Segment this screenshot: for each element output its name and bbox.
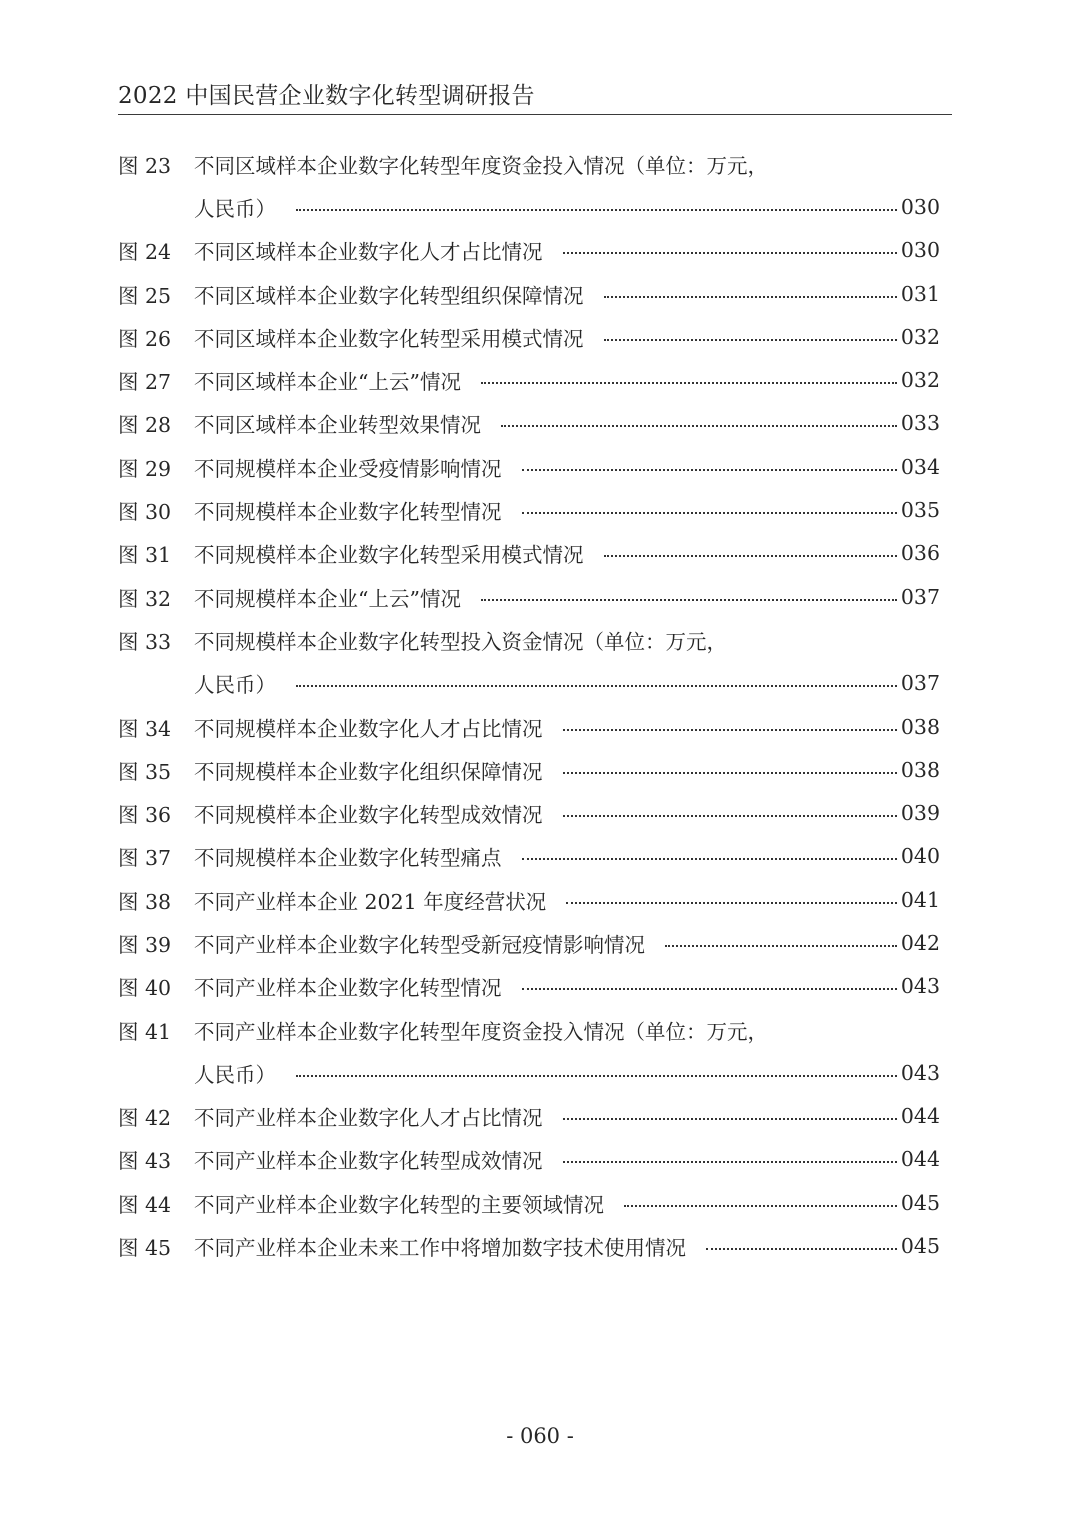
toc-entry (118, 402, 940, 445)
toc-entry (118, 1095, 940, 1138)
page-reference: 045 (900, 1234, 940, 1259)
figure-label: 图 37 (118, 846, 172, 871)
page-reference: 040 (900, 844, 940, 869)
toc-entry-row (118, 445, 940, 488)
toc-entry-row (118, 791, 940, 834)
toc-entry-row (118, 272, 940, 315)
figure-label: 图 43 (118, 1149, 172, 1174)
toc-entry-row (118, 965, 940, 1008)
toc-entry-row (118, 229, 940, 272)
figure-label: 图 35 (118, 759, 172, 784)
toc-entry-row (118, 488, 940, 531)
toc-entry-row (118, 575, 940, 618)
toc-entry-row (118, 1138, 940, 1181)
toc-entry-row (118, 1224, 940, 1267)
dot-leader (501, 425, 897, 427)
page-reference: 031 (900, 281, 940, 306)
figure-title: 不同产业样本企业数字化转型情况 (194, 976, 502, 1001)
figure-title: 不同规模样本企业数字化转型采用模式情况 (194, 543, 584, 568)
dot-leader (481, 382, 897, 384)
toc-entry (118, 965, 940, 1008)
toc-entry (118, 142, 940, 229)
figure-label: 图 41 (118, 1019, 172, 1044)
toc-entry (118, 1224, 940, 1267)
figure-title: 不同规模样本企业数字化转型情况 (194, 500, 502, 525)
figure-label: 图 24 (118, 240, 172, 265)
toc-entry (118, 878, 940, 921)
figure-title: 不同规模样本企业受疫情影响情况 (194, 456, 502, 481)
dot-leader (604, 555, 897, 557)
running-header (118, 78, 952, 115)
page-number: - 060 - (506, 1424, 574, 1448)
page-reference: 036 (900, 541, 940, 566)
page-reference: 038 (900, 757, 940, 782)
dot-leader (296, 685, 897, 687)
page-reference: 032 (900, 324, 940, 349)
dot-leader (706, 1248, 897, 1250)
toc-entry-row (118, 748, 940, 791)
dot-leader (563, 815, 897, 817)
figure-title-continuation: 人民币） (194, 1062, 276, 1087)
page-reference: 044 (900, 1147, 940, 1172)
page-reference: 034 (900, 454, 940, 479)
toc-entry-row (118, 878, 940, 921)
figure-label: 图 36 (118, 803, 172, 828)
toc-entry (118, 445, 940, 488)
figure-title-continuation: 人民币） (194, 196, 276, 221)
dot-leader (665, 945, 897, 947)
toc-entry-continuation-row (118, 662, 940, 705)
dot-leader (563, 772, 897, 774)
toc-entry (118, 358, 940, 401)
figure-title: 不同产业样本企业未来工作中将增加数字技术使用情况 (194, 1236, 686, 1261)
dot-leader (563, 729, 897, 731)
toc-entry (118, 791, 940, 834)
toc-entry (118, 1181, 940, 1224)
toc-entry-row (118, 1095, 940, 1138)
toc-entry (118, 272, 940, 315)
dot-leader (624, 1205, 897, 1207)
figure-title: 不同规模样本企业数字化组织保障情况 (194, 759, 543, 784)
figure-label: 图 30 (118, 500, 172, 525)
page-reference: 041 (900, 887, 940, 912)
toc-entry-row (118, 142, 940, 185)
figure-title: 不同规模样本企业数字化转型成效情况 (194, 803, 543, 828)
figure-title: 不同产业样本企业数字化转型年度资金投入情况（单位：万元， (194, 1019, 768, 1044)
toc-entry (118, 705, 940, 748)
toc-entry (118, 1138, 940, 1181)
figure-title: 不同区域样本企业数字化转型组织保障情况 (194, 283, 584, 308)
figure-label: 图 38 (118, 889, 172, 914)
figure-title: 不同规模样本企业数字化人才占比情况 (194, 716, 543, 741)
figure-label: 图 33 (118, 629, 172, 654)
figure-title: 不同区域样本企业“上云”情况 (194, 370, 461, 395)
toc-entry (118, 618, 940, 705)
figure-title-continuation: 人民币） (194, 673, 276, 698)
toc-entry (118, 921, 940, 964)
dot-leader (604, 296, 897, 298)
page-reference: 037 (900, 584, 940, 609)
figure-title: 不同产业样本企业数字化转型的主要领域情况 (194, 1192, 604, 1217)
toc-entry-row (118, 1008, 940, 1051)
page-reference: 042 (900, 930, 940, 955)
toc-entry-row (118, 705, 940, 748)
page-reference: 038 (900, 714, 940, 739)
page-reference: 030 (900, 238, 940, 263)
toc-entry (118, 229, 940, 272)
toc-entry-row (118, 532, 940, 575)
page-reference: 043 (900, 974, 940, 999)
dot-leader (566, 902, 897, 904)
dot-leader (563, 1118, 897, 1120)
figure-title: 不同区域样本企业数字化转型年度资金投入情况（单位：万元， (194, 153, 768, 178)
toc-entry-row (118, 1181, 940, 1224)
dot-leader (604, 339, 897, 341)
toc-entry (118, 575, 940, 618)
figure-label: 图 23 (118, 153, 172, 178)
figure-label: 图 40 (118, 976, 172, 1001)
toc-entry (118, 315, 940, 358)
report-title: 2022 中国民营企业数字化转型调研报告 (118, 83, 535, 109)
figure-label: 图 45 (118, 1236, 172, 1261)
figure-title: 不同产业样本企业数字化转型受新冠疫情影响情况 (194, 932, 645, 957)
dot-leader (481, 599, 897, 601)
dot-leader (563, 252, 897, 254)
figure-title: 不同区域样本企业数字化人才占比情况 (194, 240, 543, 265)
toc-entry-continuation-row (118, 185, 940, 228)
page-reference: 030 (900, 194, 940, 219)
dot-leader (296, 209, 897, 211)
figure-label: 图 32 (118, 586, 172, 611)
figure-label: 图 42 (118, 1106, 172, 1131)
figure-label: 图 27 (118, 370, 172, 395)
page-reference: 032 (900, 368, 940, 393)
dot-leader (296, 1075, 897, 1077)
toc-entry-row (118, 618, 940, 661)
dot-leader (563, 1161, 897, 1163)
page-reference: 039 (900, 801, 940, 826)
figure-label: 图 31 (118, 543, 172, 568)
dot-leader (522, 469, 897, 471)
figure-label: 图 44 (118, 1192, 172, 1217)
toc-entry (118, 835, 940, 878)
figure-list (118, 142, 940, 1268)
page-reference: 043 (900, 1060, 940, 1085)
page-reference: 044 (900, 1104, 940, 1129)
toc-entry-row (118, 835, 940, 878)
dot-leader (522, 988, 897, 990)
toc-entry-row (118, 315, 940, 358)
toc-entry-row (118, 921, 940, 964)
figure-label: 图 39 (118, 932, 172, 957)
figure-label: 图 29 (118, 456, 172, 481)
figure-label: 图 26 (118, 326, 172, 351)
figure-title: 不同产业样本企业数字化转型成效情况 (194, 1149, 543, 1174)
page-reference: 033 (900, 411, 940, 436)
figure-label: 图 34 (118, 716, 172, 741)
toc-entry-continuation-row (118, 1051, 940, 1094)
figure-title: 不同规模样本企业数字化转型投入资金情况（单位：万元， (194, 629, 727, 654)
figure-label: 图 28 (118, 413, 172, 438)
figure-title: 不同规模样本企业数字化转型痛点 (194, 846, 502, 871)
figure-title: 不同产业样本企业 2021 年度经营状况 (194, 889, 547, 914)
figure-title: 不同产业样本企业数字化人才占比情况 (194, 1106, 543, 1131)
dot-leader (522, 858, 897, 860)
figure-label: 图 25 (118, 283, 172, 308)
figure-title: 不同规模样本企业“上云”情况 (194, 586, 461, 611)
figure-title: 不同区域样本企业数字化转型采用模式情况 (194, 326, 584, 351)
page-reference: 035 (900, 498, 940, 523)
dot-leader (522, 512, 897, 514)
toc-entry (118, 748, 940, 791)
toc-entry (118, 532, 940, 575)
toc-entry (118, 1008, 940, 1095)
page-reference: 037 (900, 671, 940, 696)
toc-entry (118, 488, 940, 531)
page-reference: 045 (900, 1190, 940, 1215)
toc-entry-row (118, 402, 940, 445)
figure-title: 不同区域样本企业转型效果情况 (194, 413, 481, 438)
toc-entry-row (118, 358, 940, 401)
